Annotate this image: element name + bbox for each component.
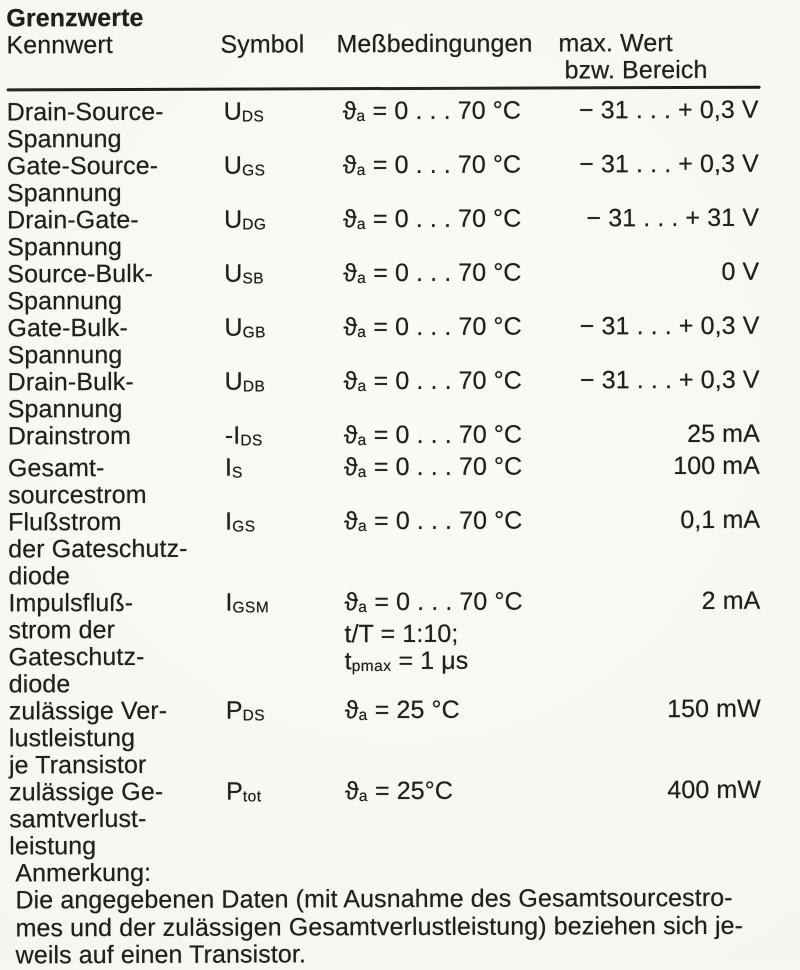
note-line: mes und der zulässigen Gesamtverlustleistung) beziehen sich je- xyxy=(15,911,744,943)
table-row xyxy=(9,776,800,860)
kennwert-cell: Drain-Source- Spannung xyxy=(6,97,164,154)
table-row xyxy=(8,367,800,424)
symbol-cell: PDS xyxy=(225,696,266,725)
table-row xyxy=(7,205,799,262)
symbol-cell: UDS xyxy=(223,97,265,126)
table-row xyxy=(7,97,799,154)
kennwert-cell: Drain-Bulk- Spannung xyxy=(7,367,134,424)
symbol-cell: -IDS xyxy=(224,421,263,450)
bedingungen-cell: ϑa = 0 . . . 70 °C xyxy=(343,366,522,396)
bedingungen-cell: ϑa = 0 . . . 70 °C t/T = 1:10; tpmax = 1 μs xyxy=(344,587,523,675)
table-row xyxy=(7,259,799,316)
kennwert-cell: Drainstrom xyxy=(7,421,132,451)
symbol-cell: Ptot xyxy=(226,777,262,806)
symbol-cell: IGSM xyxy=(225,588,270,617)
column-header-max-wert-line2: bzw. Bereich xyxy=(564,55,708,85)
wert-cell: 0,1 mA xyxy=(680,505,761,534)
column-header-messbedingungen: Meßbedingungen xyxy=(336,29,533,59)
wert-cell: 100 mA xyxy=(673,451,760,480)
wert-cell: − 31 . . . + 0,3 V xyxy=(578,95,759,125)
bedingungen-cell: ϑa = 0 . . . 70 °C xyxy=(343,258,522,288)
bedingungen-cell: ϑa = 25 °C xyxy=(344,695,460,725)
table-header-row xyxy=(6,30,758,87)
kennwert-cell: zulässige Ge- samtverlust- leistung xyxy=(9,777,164,861)
kennwert-cell: Gate-Bulk- Spannung xyxy=(7,313,128,370)
symbol-cell: UGS xyxy=(223,151,266,180)
table-row xyxy=(7,151,799,208)
wert-cell: − 31 . . . + 31 V xyxy=(586,203,760,233)
kennwert-cell: Gesamt- sourcestrom xyxy=(7,453,147,510)
column-header-max-wert xyxy=(558,30,758,85)
bedingungen-cell: ϑa = 25°C xyxy=(345,776,454,806)
note-block xyxy=(15,857,800,970)
bedingungen-cell: ϑa = 0 . . . 70 °C xyxy=(344,506,523,536)
wert-cell: 150 mW xyxy=(667,694,761,723)
wert-cell: 2 mA xyxy=(701,586,761,615)
symbol-cell: IS xyxy=(224,453,243,482)
note-heading: Anmerkung: xyxy=(15,858,152,888)
kennwert-cell: Drain-Gate- Spannung xyxy=(7,205,139,262)
section-title: Grenzwerte xyxy=(6,3,144,33)
symbol-cell: USB xyxy=(224,259,265,288)
wert-cell: − 31 . . . + 0,3 V xyxy=(579,149,759,179)
kennwert-cell: Gate-Source- Spannung xyxy=(6,151,159,208)
wert-cell: − 31 . . . + 0,3 V xyxy=(579,311,760,341)
wert-cell: 0 V xyxy=(721,257,760,286)
note-line: weils auf einen Transistor. xyxy=(15,940,307,970)
kennwert-cell: Flußstrom der Gateschutz- diode xyxy=(8,507,188,591)
kennwert-cell: zulässige Ver- lustleistung je Transistor xyxy=(8,696,168,780)
kennwert-cell: Source-Bulk- Spannung xyxy=(7,259,154,316)
symbol-cell: UDB xyxy=(224,367,266,396)
wert-cell: 25 mA xyxy=(687,419,760,448)
bedingungen-cell: ϑa = 0 . . . 70 °C xyxy=(342,96,522,126)
column-header-max-wert-line1: max. Wert xyxy=(558,29,673,58)
kennwert-cell: Impulsfluß- strom der Gateschutz- diode xyxy=(8,588,145,699)
table-row xyxy=(8,421,800,456)
table-row xyxy=(9,695,800,779)
table-row xyxy=(8,452,800,509)
limits-table-body xyxy=(7,97,800,861)
wert-cell: 400 mW xyxy=(667,775,762,804)
bedingungen-cell: ϑa = 0 . . . 70 °C xyxy=(342,150,522,180)
bedingungen-cell: ϑa = 0 . . . 70 °C xyxy=(343,420,523,450)
bedingungen-cell: ϑa = 0 . . . 70 °C xyxy=(343,312,522,342)
header-rule xyxy=(7,86,761,92)
table-row xyxy=(8,506,800,590)
table-row xyxy=(7,313,799,370)
wert-cell: − 31 . . . + 0,3 V xyxy=(579,365,760,395)
note-line: Die angegebenen Daten (mit Ausnahme des Gesamtsourcestro- xyxy=(15,884,733,915)
bedingungen-cell: ϑa = 0 . . . 70 °C xyxy=(343,452,523,482)
bedingungen-cell: ϑa = 0 . . . 70 °C xyxy=(343,204,522,234)
column-header-kennwert: Kennwert xyxy=(6,30,113,60)
symbol-cell: UDG xyxy=(224,205,267,234)
table-row xyxy=(8,587,800,698)
column-header-symbol: Symbol xyxy=(220,30,305,59)
symbol-cell: UGB xyxy=(224,313,266,342)
symbol-cell: IGS xyxy=(225,507,256,536)
